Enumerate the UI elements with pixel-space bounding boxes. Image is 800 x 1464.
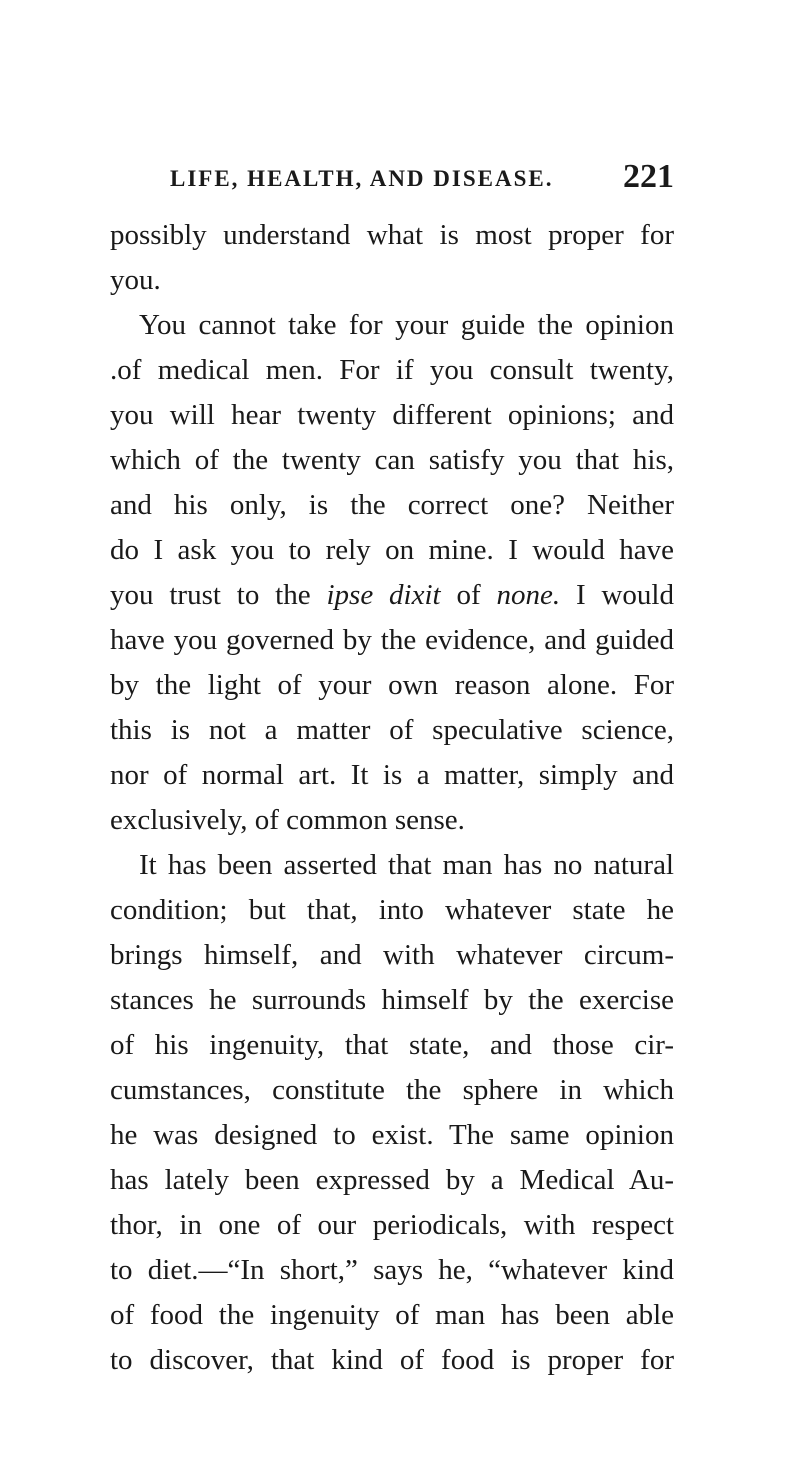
text-line: which of the twenty can satisfy you that his,	[110, 444, 674, 476]
text-line: It has been asserted that man has no natural	[139, 849, 674, 881]
text-fragment: I would	[560, 579, 674, 611]
text-line: do I ask you to rely on mine. I would have	[110, 534, 674, 566]
text-line: to diet.—“In short,” says he, “whatever kind	[110, 1254, 674, 1286]
text-line: of food the ingenuity of man has been able	[110, 1299, 674, 1331]
italic-phrase: ipse dixit	[326, 579, 441, 611]
text-line: nor of normal art. It is a matter, simply and	[110, 759, 674, 791]
text-line	[110, 573, 674, 618]
text-line: you will hear twenty different opinions; and	[110, 399, 674, 431]
text-line: has lately been expressed by a Medical Au-	[110, 1164, 674, 1196]
text-fragment: of	[440, 579, 497, 611]
text-line: brings himself, and with whatever circum-	[110, 939, 674, 971]
text-line: thor, in one of our periodicals, with respect	[110, 1209, 674, 1241]
text-line: condition; but that, into whatever state he	[110, 894, 674, 926]
text-line: You cannot take for your guide the opinion	[139, 309, 674, 341]
text-line: have you governed by the evidence, and guided	[110, 624, 674, 656]
text-line: he was designed to exist. The same opinion	[110, 1119, 674, 1151]
text-line: possibly understand what is most proper for	[110, 219, 674, 251]
text-line: and his only, is the correct one? Neither	[110, 489, 674, 521]
page-number: 221	[623, 158, 674, 195]
text-line: stances he surrounds himself by the exercise	[110, 984, 674, 1016]
text-line: of his ingenuity, that state, and those cir-	[110, 1029, 674, 1061]
running-head	[170, 158, 674, 198]
text-line: cumstances, constitute the sphere in which	[110, 1074, 674, 1106]
text-line: .of medical men. For if you consult twenty,	[110, 354, 674, 386]
text-line: by the light of your own reason alone. For	[110, 669, 674, 701]
body-text	[110, 213, 674, 1383]
italic-phrase: none.	[496, 579, 561, 611]
text-line: exclusively, of common sense.	[110, 804, 465, 836]
text-line: you.	[110, 264, 161, 296]
running-title: LIFE, HEALTH, AND DISEASE.	[170, 166, 554, 191]
text-line: to discover, that kind of food is proper for	[110, 1344, 674, 1376]
text-line: this is not a matter of speculative science,	[110, 714, 674, 746]
text-fragment: you trust to the	[110, 579, 327, 611]
